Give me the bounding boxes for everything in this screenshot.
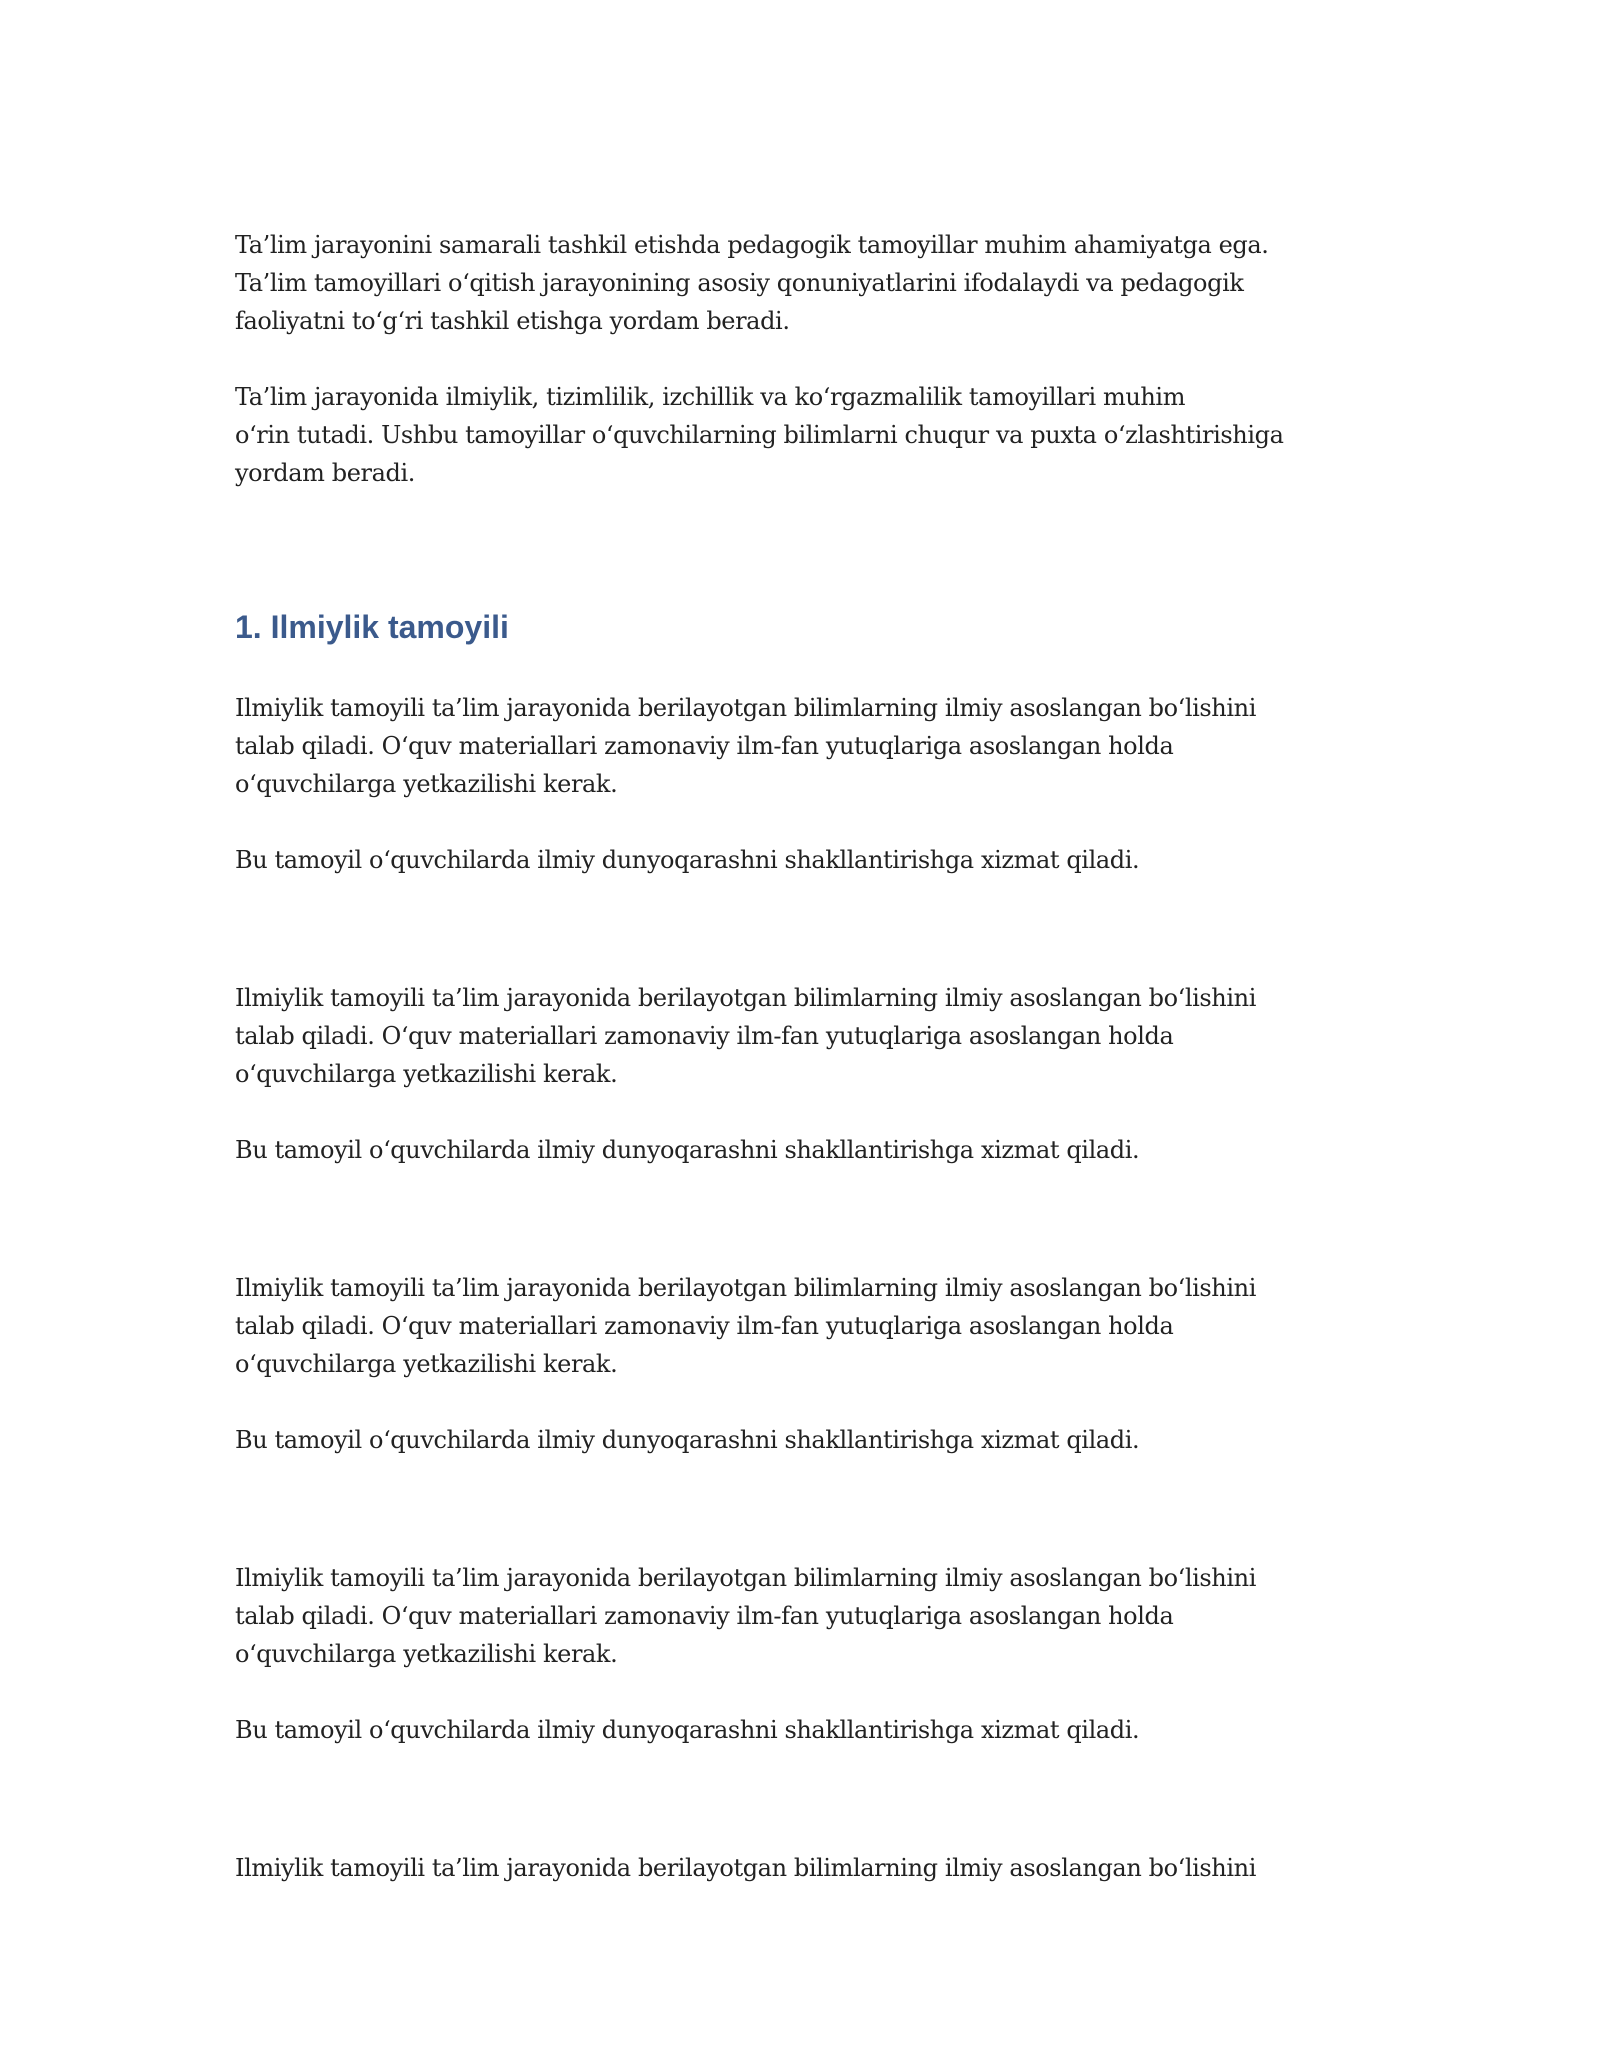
- section-heading: 1. Ilmiylik tamoyili: [235, 609, 509, 645]
- body-paragraph: [235, 1559, 1345, 1673]
- text-line: o‘quvchilarga yetkazilishi kerak.: [235, 770, 618, 798]
- text-line: faoliyatni to‘g‘ri tashkil etishga yordam beradi.: [235, 307, 790, 335]
- summary-paragraph: Bu tamoyil o‘quvchilarda ilmiy dunyoqarashni shakllantirishga xizmat qiladi.: [235, 1426, 1140, 1454]
- body-paragraph-truncated: Ilmiylik tamoyili ta’lim jarayonida berilayotgan bilimlarning ilmiy asoslangan bo‘lishini: [235, 1854, 1256, 1882]
- document-content: [235, 226, 1345, 1887]
- summary-paragraph: Bu tamoyil o‘quvchilarda ilmiy dunyoqarashni shakllantirishga xizmat qiladi.: [235, 1716, 1140, 1744]
- text-line: yordam beradi.: [235, 459, 415, 487]
- text-line: o‘quvchilarga yetkazilishi kerak.: [235, 1060, 618, 1088]
- summary-paragraph: Bu tamoyil o‘quvchilarda ilmiy dunyoqarashni shakllantirishga xizmat qiladi.: [235, 1136, 1140, 1164]
- text-line: talab qiladi. O‘quv materiallari zamonaviy ilm-fan yutuqlariga asoslangan holda: [235, 732, 1174, 760]
- text-line: talab qiladi. O‘quv materiallari zamonaviy ilm-fan yutuqlariga asoslangan holda: [235, 1602, 1174, 1630]
- intro-paragraph-2: [235, 378, 1345, 492]
- text-line: Ilmiylik tamoyili ta’lim jarayonida berilayotgan bilimlarning ilmiy asoslangan bo‘lishini: [235, 694, 1256, 722]
- text-line: Ta’lim jarayonida ilmiylik, tizimlilik, izchillik va ko‘rgazmalilik tamoyillari muhim: [235, 383, 1186, 411]
- text-line: o‘quvchilarga yetkazilishi kerak.: [235, 1640, 618, 1668]
- text-line: talab qiladi. O‘quv materiallari zamonaviy ilm-fan yutuqlariga asoslangan holda: [235, 1022, 1174, 1050]
- text-line: o‘rin tutadi. Ushbu tamoyillar o‘quvchilarning bilimlarni chuqur va puxta o‘zlashtirishiga: [235, 421, 1284, 449]
- body-paragraph: [235, 979, 1345, 1093]
- body-paragraph: [235, 689, 1345, 803]
- body-paragraph: [235, 1269, 1345, 1383]
- text-line: talab qiladi. O‘quv materiallari zamonaviy ilm-fan yutuqlariga asoslangan holda: [235, 1312, 1174, 1340]
- text-line: o‘quvchilarga yetkazilishi kerak.: [235, 1350, 618, 1378]
- text-line: Ilmiylik tamoyili ta’lim jarayonida berilayotgan bilimlarning ilmiy asoslangan bo‘lishini: [235, 1274, 1256, 1302]
- text-line: Ilmiylik tamoyili ta’lim jarayonida berilayotgan bilimlarning ilmiy asoslangan bo‘lishini: [235, 1564, 1256, 1592]
- text-line: Ta’lim jarayonini samarali tashkil etishda pedagogik tamoyillar muhim ahamiyatga ega.: [235, 231, 1269, 259]
- text-line: Ilmiylik tamoyili ta’lim jarayonida berilayotgan bilimlarning ilmiy asoslangan bo‘lishini: [235, 984, 1256, 1012]
- intro-paragraph-1: [235, 226, 1345, 340]
- summary-paragraph: Bu tamoyil o‘quvchilarda ilmiy dunyoqarashni shakllantirishga xizmat qiladi.: [235, 846, 1140, 874]
- text-line: Ta’lim tamoyillari o‘qitish jarayonining asosiy qonuniyatlarini ifodalaydi va pedagogik: [235, 269, 1244, 297]
